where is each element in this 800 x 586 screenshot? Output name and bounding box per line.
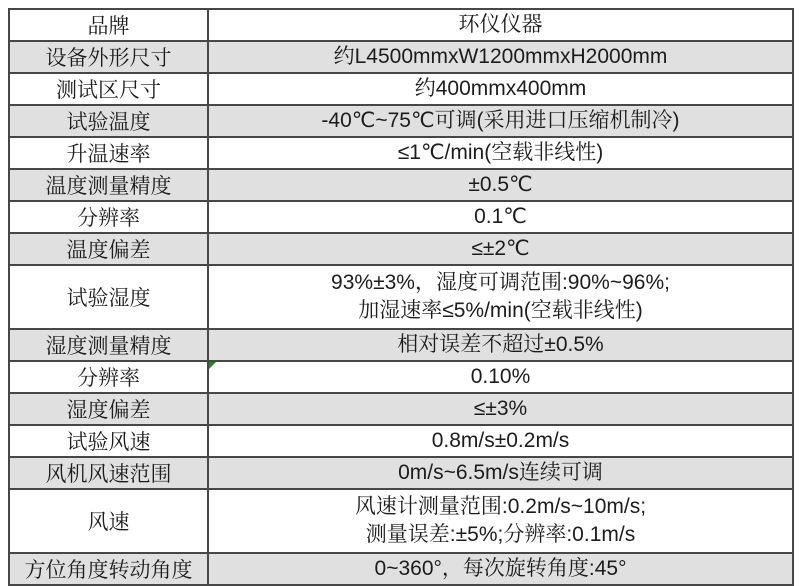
row-label-text: 温度测量精度 [45,175,172,198]
table-row [9,489,793,553]
table-row [9,169,793,201]
row-value [208,393,793,425]
row-value [208,9,793,41]
cell-corner-marker-icon [209,362,216,369]
row-label [9,265,208,329]
spec-table [8,8,794,586]
row-value-text: 0~360°，每次旋转角度:45° [374,557,627,580]
table-row [9,425,793,457]
row-value-text: 0.1℃ [474,205,527,228]
row-value [208,201,793,233]
row-value-text: ≤1℃/min(空载非线性) [397,141,604,164]
row-label-text: 试验温度 [66,111,151,134]
row-label-text: 方位角度转动角度 [24,559,193,582]
row-value-text: -40℃~75℃可调(采用进口压缩机制冷) [321,109,680,132]
row-value [208,265,793,329]
row-label-text: 风机风速范围 [45,463,172,486]
row-label [9,553,208,585]
row-value-text: 0.10% [470,365,531,388]
table-row [9,41,793,73]
table-row [9,201,793,233]
row-value-text: ≤±2℃ [471,237,530,260]
row-label [9,41,208,73]
row-value-text: 0m/s~6.5m/s连续可调 [398,461,603,484]
row-value [208,169,793,201]
row-label-text: 湿度测量精度 [45,335,172,358]
table-row [9,233,793,265]
table-row [9,553,793,585]
row-value-text: 0.8m/s±0.2m/s [431,429,570,452]
row-label [9,233,208,265]
row-label [9,9,208,41]
row-value-text: 测量误差:±5%;分辨率:0.1m/s [365,523,636,546]
row-label-text: 试验风速 [66,431,151,454]
row-value [208,425,793,457]
table-row [9,9,793,41]
row-value-text: ±0.5℃ [468,173,533,196]
table-row [9,329,793,361]
row-label-text: 分辨率 [77,367,140,390]
row-label-text: 升温速率 [66,143,151,166]
row-label [9,393,208,425]
row-label-text: 风速 [87,511,130,534]
table-row [9,105,793,137]
row-label [9,425,208,457]
row-value-text: ≤±3% [473,397,528,420]
row-value-text: 加湿速率≤5%/min(空载非线性) [358,299,643,322]
row-label-text: 分辨率 [77,207,140,230]
row-value-text: 约400mmx400mm [414,77,587,100]
row-value [208,105,793,137]
row-label [9,169,208,201]
row-label [9,489,208,553]
row-value-text: 风速计测量范围:0.2m/s~10m/s; [354,495,647,518]
table-row [9,265,793,329]
table-row [9,137,793,169]
row-label [9,73,208,105]
row-value-text: 相对误差不超过±0.5% [397,333,604,356]
row-label-text: 温度偏差 [66,239,151,262]
row-value-text: 93%±3%，湿度可调范围:90%~96%; [331,271,670,294]
row-label [9,137,208,169]
row-value [208,361,793,393]
row-label-text: 试验湿度 [66,287,151,310]
row-value [208,553,793,585]
row-value [208,457,793,489]
row-value [208,489,793,553]
row-value-text: 约L4500mmxW1200mmxH2000mm [333,45,668,68]
row-label [9,457,208,489]
row-label-text: 测试区尺寸 [56,79,161,102]
row-value-text: 环仪仪器 [458,13,543,36]
row-label-text: 品牌 [87,15,130,38]
row-label [9,201,208,233]
table-row [9,457,793,489]
row-value [208,233,793,265]
row-label-text: 设备外形尺寸 [45,47,172,70]
row-label-text: 湿度偏差 [66,399,151,422]
row-value [208,137,793,169]
table-row [9,73,793,105]
row-value [208,41,793,73]
table-row [9,393,793,425]
row-label [9,361,208,393]
row-label [9,329,208,361]
row-value [208,329,793,361]
table-row [9,361,793,393]
row-label [9,105,208,137]
row-value [208,73,793,105]
